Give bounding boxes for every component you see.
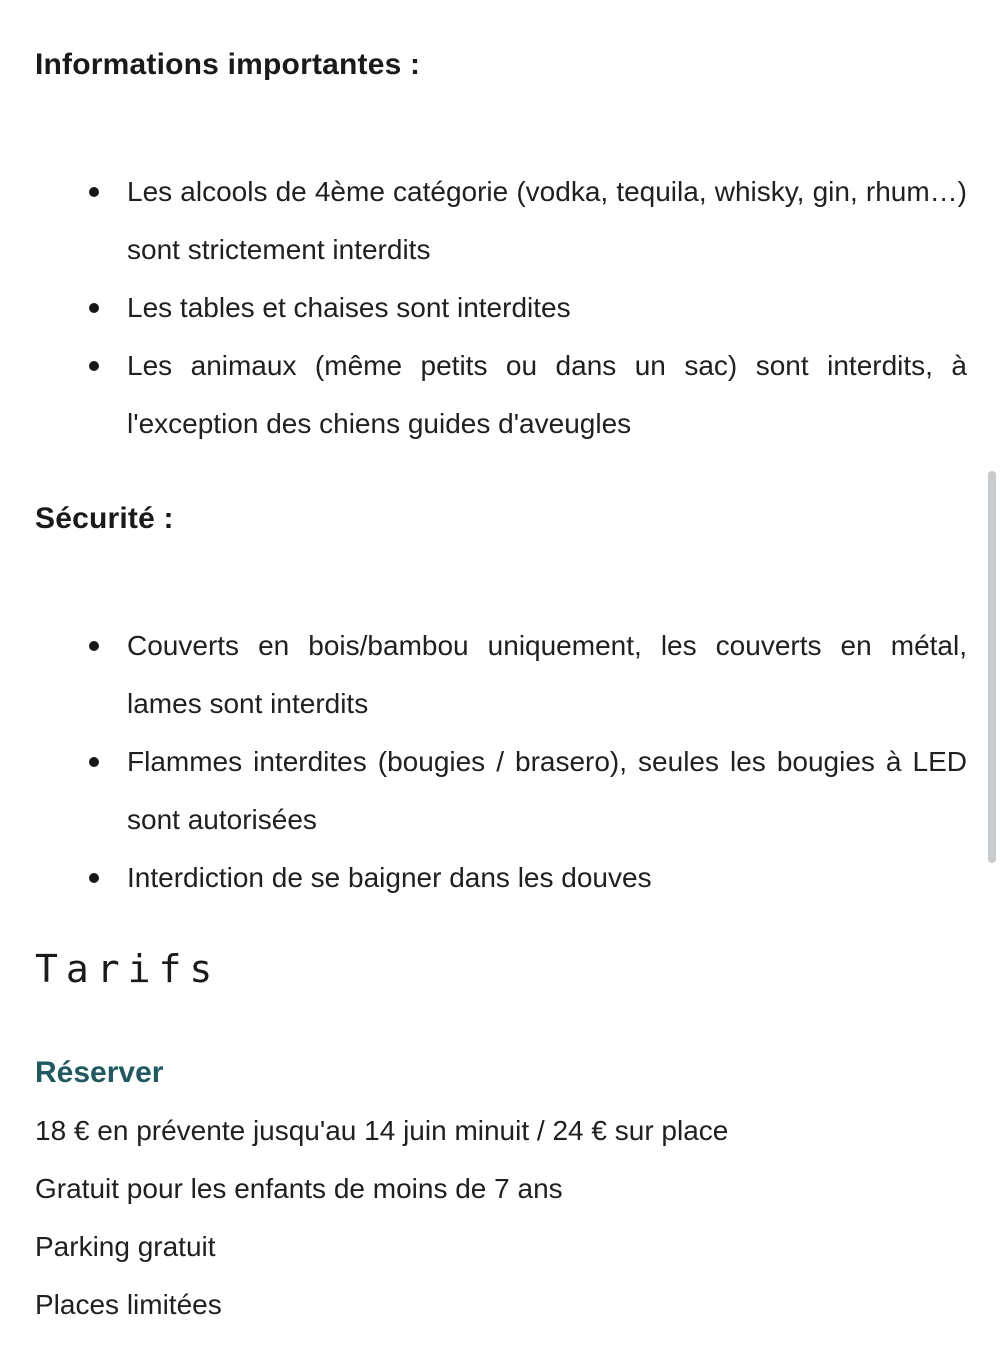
list-item: Interdiction de se baigner dans les douves — [35, 849, 967, 907]
tarifs-section — [35, 942, 967, 1334]
scrollbar[interactable] — [985, 0, 1000, 1357]
list-item: Les animaux (même petits ou dans un sac) sont interdits, à l'exception des chiens guides d'aveugles — [35, 337, 967, 453]
security-section — [35, 499, 967, 907]
security-heading: Sécurité : — [35, 502, 174, 535]
price-line: Parking gratuit — [35, 1231, 216, 1262]
price-line: Gratuit pour les enfants de moins de 7 ans — [35, 1173, 563, 1204]
article-content — [35, 45, 967, 1334]
info-heading: Informations importantes : — [35, 48, 421, 81]
info-list — [35, 163, 967, 453]
reserver-link[interactable]: Réserver — [35, 1056, 164, 1089]
scrollbar-thumb[interactable] — [988, 471, 996, 863]
security-list — [35, 617, 967, 907]
list-item: Les alcools de 4ème catégorie (vodka, tequila, whisky, gin, rhum…) sont strictement interdits — [35, 163, 967, 279]
price-line: Places limitées — [35, 1289, 222, 1320]
price-line: 18 € en prévente jusqu'au 14 juin minuit / 24 € sur place — [35, 1115, 729, 1146]
list-item: Les tables et chaises sont interdites — [35, 279, 967, 337]
price-info — [35, 1102, 967, 1334]
list-item: Flammes interdites (bougies / brasero), seules les bougies à LED sont autorisées — [35, 733, 967, 849]
tarifs-heading: Tarifs — [35, 947, 221, 991]
list-item: Couverts en bois/bambou uniquement, les couverts en métal, lames sont interdits — [35, 617, 967, 733]
info-section — [35, 45, 967, 453]
